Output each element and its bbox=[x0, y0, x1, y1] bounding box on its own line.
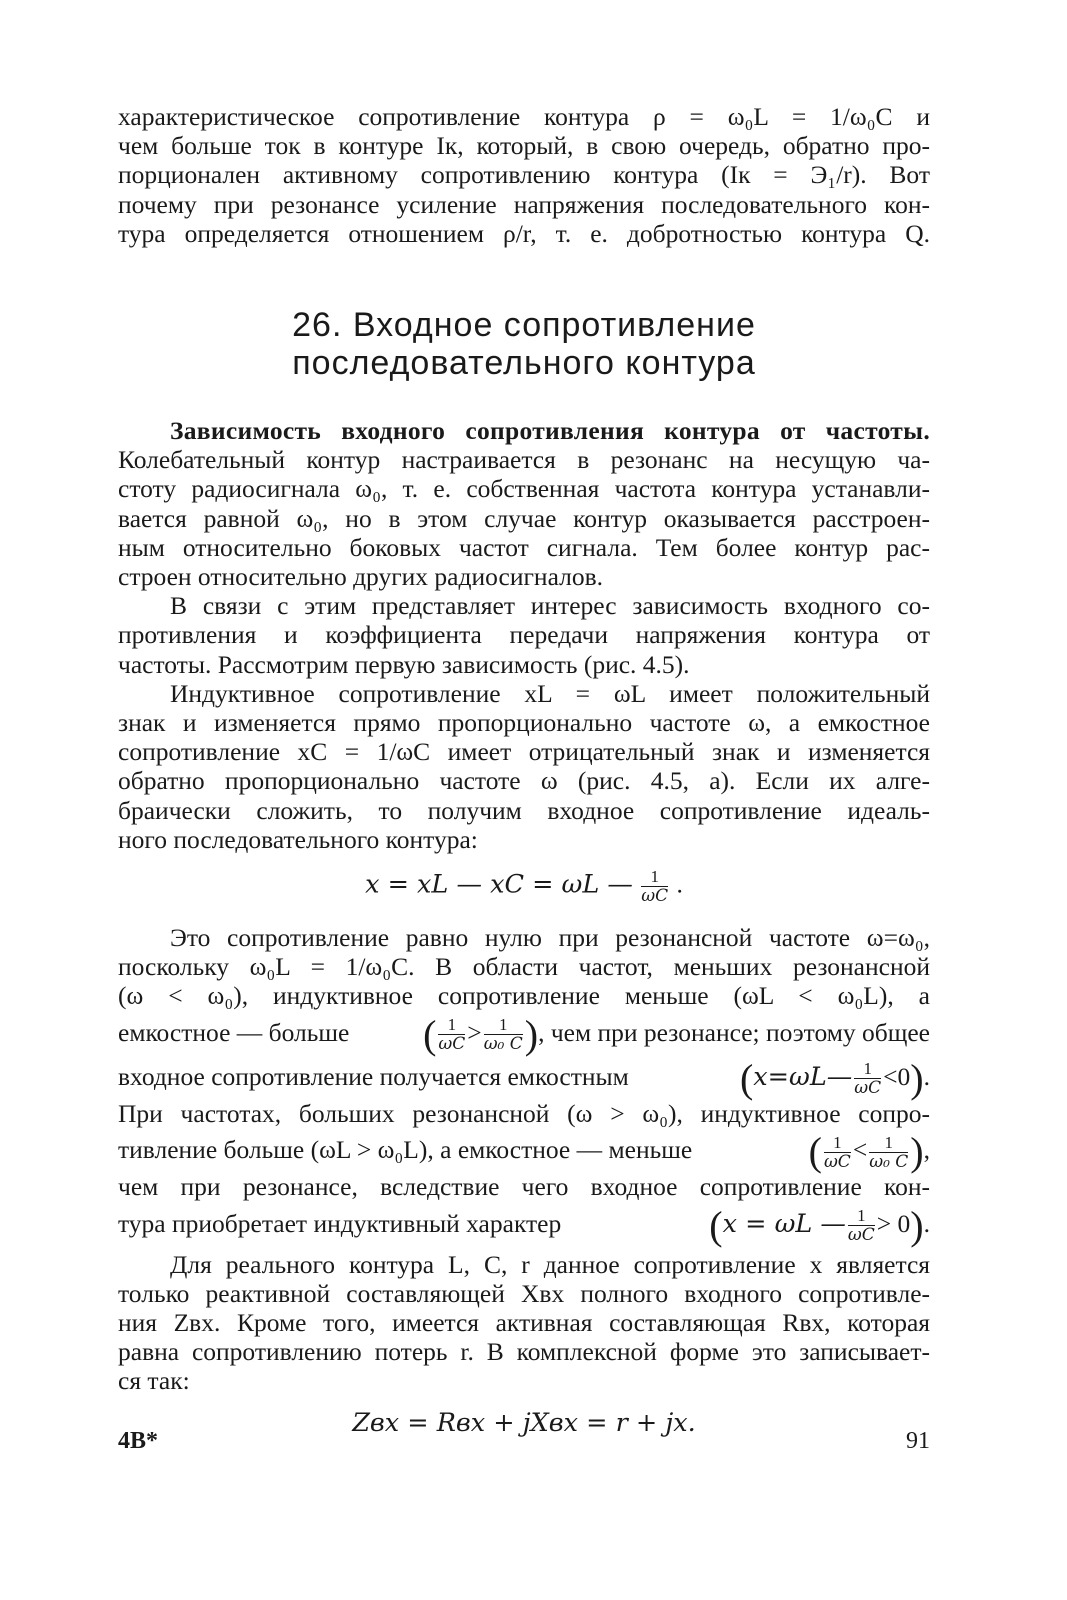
text-line: Это сопротивление равно нулю при резонансной частоте ω=ω₀, bbox=[170, 923, 930, 953]
inline-inequality-line bbox=[118, 1011, 930, 1055]
inequality bbox=[709, 1202, 930, 1246]
fraction-denominator: ω₀ C bbox=[869, 1151, 909, 1172]
formula-tail: . bbox=[676, 869, 683, 899]
text-line: знак и изменяется прямо пропорционально частоте ω, а емкостное bbox=[118, 708, 930, 738]
formula-reactance bbox=[118, 868, 930, 905]
paren-open: ( bbox=[709, 1202, 723, 1248]
text-line: равна сопротивлению потерь r. В комплексной форме это записывает- bbox=[118, 1337, 930, 1367]
text-line: Для реального контура L, C, r данное сопротивление x является bbox=[170, 1249, 930, 1279]
text-line: чем больше ток в контуре Iк, который, в свою очередь, обратно про- bbox=[118, 131, 930, 161]
operator: > bbox=[467, 1017, 482, 1047]
paragraph-1 bbox=[118, 416, 930, 591]
fraction-numerator: 1 bbox=[438, 1016, 465, 1035]
fraction bbox=[854, 1060, 881, 1097]
paren-open: ( bbox=[423, 1011, 437, 1057]
paragraph-2 bbox=[118, 591, 930, 679]
fraction bbox=[438, 1016, 465, 1053]
text-line: Индуктивное сопротивление xL = ωL имеет положительный bbox=[170, 678, 930, 708]
fraction bbox=[848, 1207, 875, 1244]
text-line: противления и коэффициента передачи напряжения контура от bbox=[118, 620, 930, 650]
section-heading bbox=[118, 306, 930, 382]
fraction-denominator: ωC bbox=[854, 1078, 882, 1099]
fraction-numerator: 1 bbox=[824, 1134, 851, 1153]
formula-lhs: x = xL — xC = ωL — bbox=[365, 869, 633, 900]
section-heading-line1: 26. Входное сопротивление bbox=[292, 306, 756, 345]
line-end: , чем при резонансе; поэтому общее bbox=[538, 1017, 930, 1047]
text-line: частоты. Рассмотрим первую зависимость (рис. 4.5). bbox=[118, 649, 690, 679]
expression-tail: <0 bbox=[883, 1061, 911, 1091]
fraction-numerator: 1 bbox=[641, 868, 668, 887]
text-line: тура определяется отношением ρ/r, т. е. добротностью контура Q. bbox=[118, 218, 930, 248]
inline-inequality-line bbox=[118, 1128, 930, 1175]
paren-close: ) bbox=[910, 1129, 924, 1175]
fraction-denominator: ωC bbox=[438, 1034, 466, 1055]
fraction bbox=[641, 868, 668, 905]
line-start: входное сопротивление получается емкостным bbox=[118, 1061, 629, 1091]
text-line: вается равной ω₀, но в этом случае контур оказывается расстроен- bbox=[118, 503, 930, 533]
expression-tail: > 0 bbox=[876, 1208, 911, 1238]
fraction-denominator: ωC bbox=[847, 1225, 875, 1246]
expression: x=ωL— bbox=[753, 1061, 853, 1092]
inline-inequality-line bbox=[118, 1055, 930, 1099]
fraction-denominator: ω₀ C bbox=[483, 1034, 523, 1055]
paren-open: ( bbox=[739, 1055, 754, 1101]
operator: < bbox=[852, 1135, 868, 1165]
page-footer bbox=[118, 1428, 930, 1455]
paren-close: ) bbox=[910, 1055, 924, 1101]
paren-close: ) bbox=[910, 1202, 924, 1248]
text-line: стоту радиосигнала ω₀, т. е. собственная частота контура устанавли- bbox=[118, 474, 930, 504]
fraction bbox=[484, 1016, 523, 1053]
fraction bbox=[869, 1134, 908, 1171]
printer-signature: 4В* bbox=[118, 1428, 159, 1454]
line-end: . bbox=[923, 1061, 930, 1091]
text-line: ния Zвх. Кроме того, имеется активная составляющая Rвх, которая bbox=[118, 1308, 930, 1338]
inequality bbox=[740, 1055, 930, 1099]
text-line: характеристическое сопротивление контура ρ = ω₀L = 1/ω₀C и bbox=[118, 102, 930, 131]
line-start: тивление больше (ωL > ω₀L), а емкостное — меньше bbox=[118, 1135, 693, 1165]
line-start: тура приобретает индуктивный характер bbox=[118, 1208, 562, 1238]
text-line: обратно пропорционально частоте ω (рис. 4.5, а). Если их алге- bbox=[118, 766, 930, 796]
text-line: (ω < ω₀), индуктивное сопротивление меньше (ωL < ω₀L), а bbox=[118, 981, 930, 1011]
fraction-numerator: 1 bbox=[484, 1016, 523, 1035]
fraction-numerator: 1 bbox=[848, 1207, 875, 1226]
paren-close: ) bbox=[524, 1011, 539, 1057]
runin-heading: Зависимость входного сопротивления контура от частоты. bbox=[170, 416, 930, 446]
runin-line bbox=[118, 416, 930, 445]
paren-open: ( bbox=[808, 1129, 822, 1175]
expression: x = ωL — bbox=[722, 1208, 846, 1239]
text-line: браически сложить, то получим входное сопротивление идеаль- bbox=[118, 795, 930, 825]
text-line: поскольку ω₀L = 1/ω₀C. В области частот, меньших резонансной bbox=[118, 952, 930, 982]
text-line: строен относительно других радиосигналов. bbox=[118, 562, 604, 592]
text-line: Колебательный контур настраивается в резонанс на несущую ча- bbox=[118, 445, 930, 475]
paragraph-6 bbox=[118, 1250, 930, 1396]
text-line: сопротивление xC = 1/ωC имеет отрицательный знак и изменяется bbox=[118, 737, 930, 767]
fraction-denominator: ωC bbox=[823, 1151, 851, 1172]
text-line: порционален активному сопротивлению контура (Iк = Э₁/r). Вот bbox=[118, 160, 930, 190]
text-line: В связи с этим представляет интерес зависимость входного со- bbox=[170, 591, 930, 621]
fraction-numerator: 1 bbox=[854, 1060, 881, 1079]
fraction-numerator: 1 bbox=[869, 1134, 908, 1153]
inequality bbox=[423, 1011, 930, 1055]
section-heading-line2: последовательного контура bbox=[292, 344, 756, 383]
line-start: емкостное — больше bbox=[118, 1017, 350, 1047]
line-end: . bbox=[923, 1208, 930, 1238]
paragraph-5 bbox=[118, 1099, 930, 1246]
page-body bbox=[118, 102, 930, 1448]
text-line: чем при резонансе, вследствие чего входное сопротивление кон- bbox=[118, 1172, 930, 1202]
inequality bbox=[808, 1128, 930, 1175]
fraction-denominator: ωC bbox=[641, 886, 669, 907]
text-line: При частотах, больших резонансной (ω > ω₀), индуктивное сопро- bbox=[118, 1098, 930, 1128]
page-number: 91 bbox=[906, 1428, 930, 1454]
inline-inequality-line bbox=[118, 1202, 930, 1246]
text-line: только реактивной составляющей Xвх полного входного сопротивле- bbox=[118, 1278, 930, 1308]
text-line: ного последовательного контура: bbox=[118, 824, 478, 854]
line-end: , bbox=[923, 1135, 930, 1165]
text-line: ным относительно боковых частот сигнала. Тем более контур рас- bbox=[118, 532, 930, 562]
fraction bbox=[824, 1134, 851, 1171]
text-line: ся так: bbox=[118, 1366, 190, 1396]
paragraph-3 bbox=[118, 679, 930, 854]
paragraph-4 bbox=[118, 923, 930, 1099]
text-line: почему при резонансе усиление напряжения последовательного кон- bbox=[118, 189, 930, 219]
top-paragraph bbox=[118, 102, 930, 248]
formula-impedance: Zвх = Rвх + jXвх = r + jx. bbox=[352, 1407, 696, 1438]
